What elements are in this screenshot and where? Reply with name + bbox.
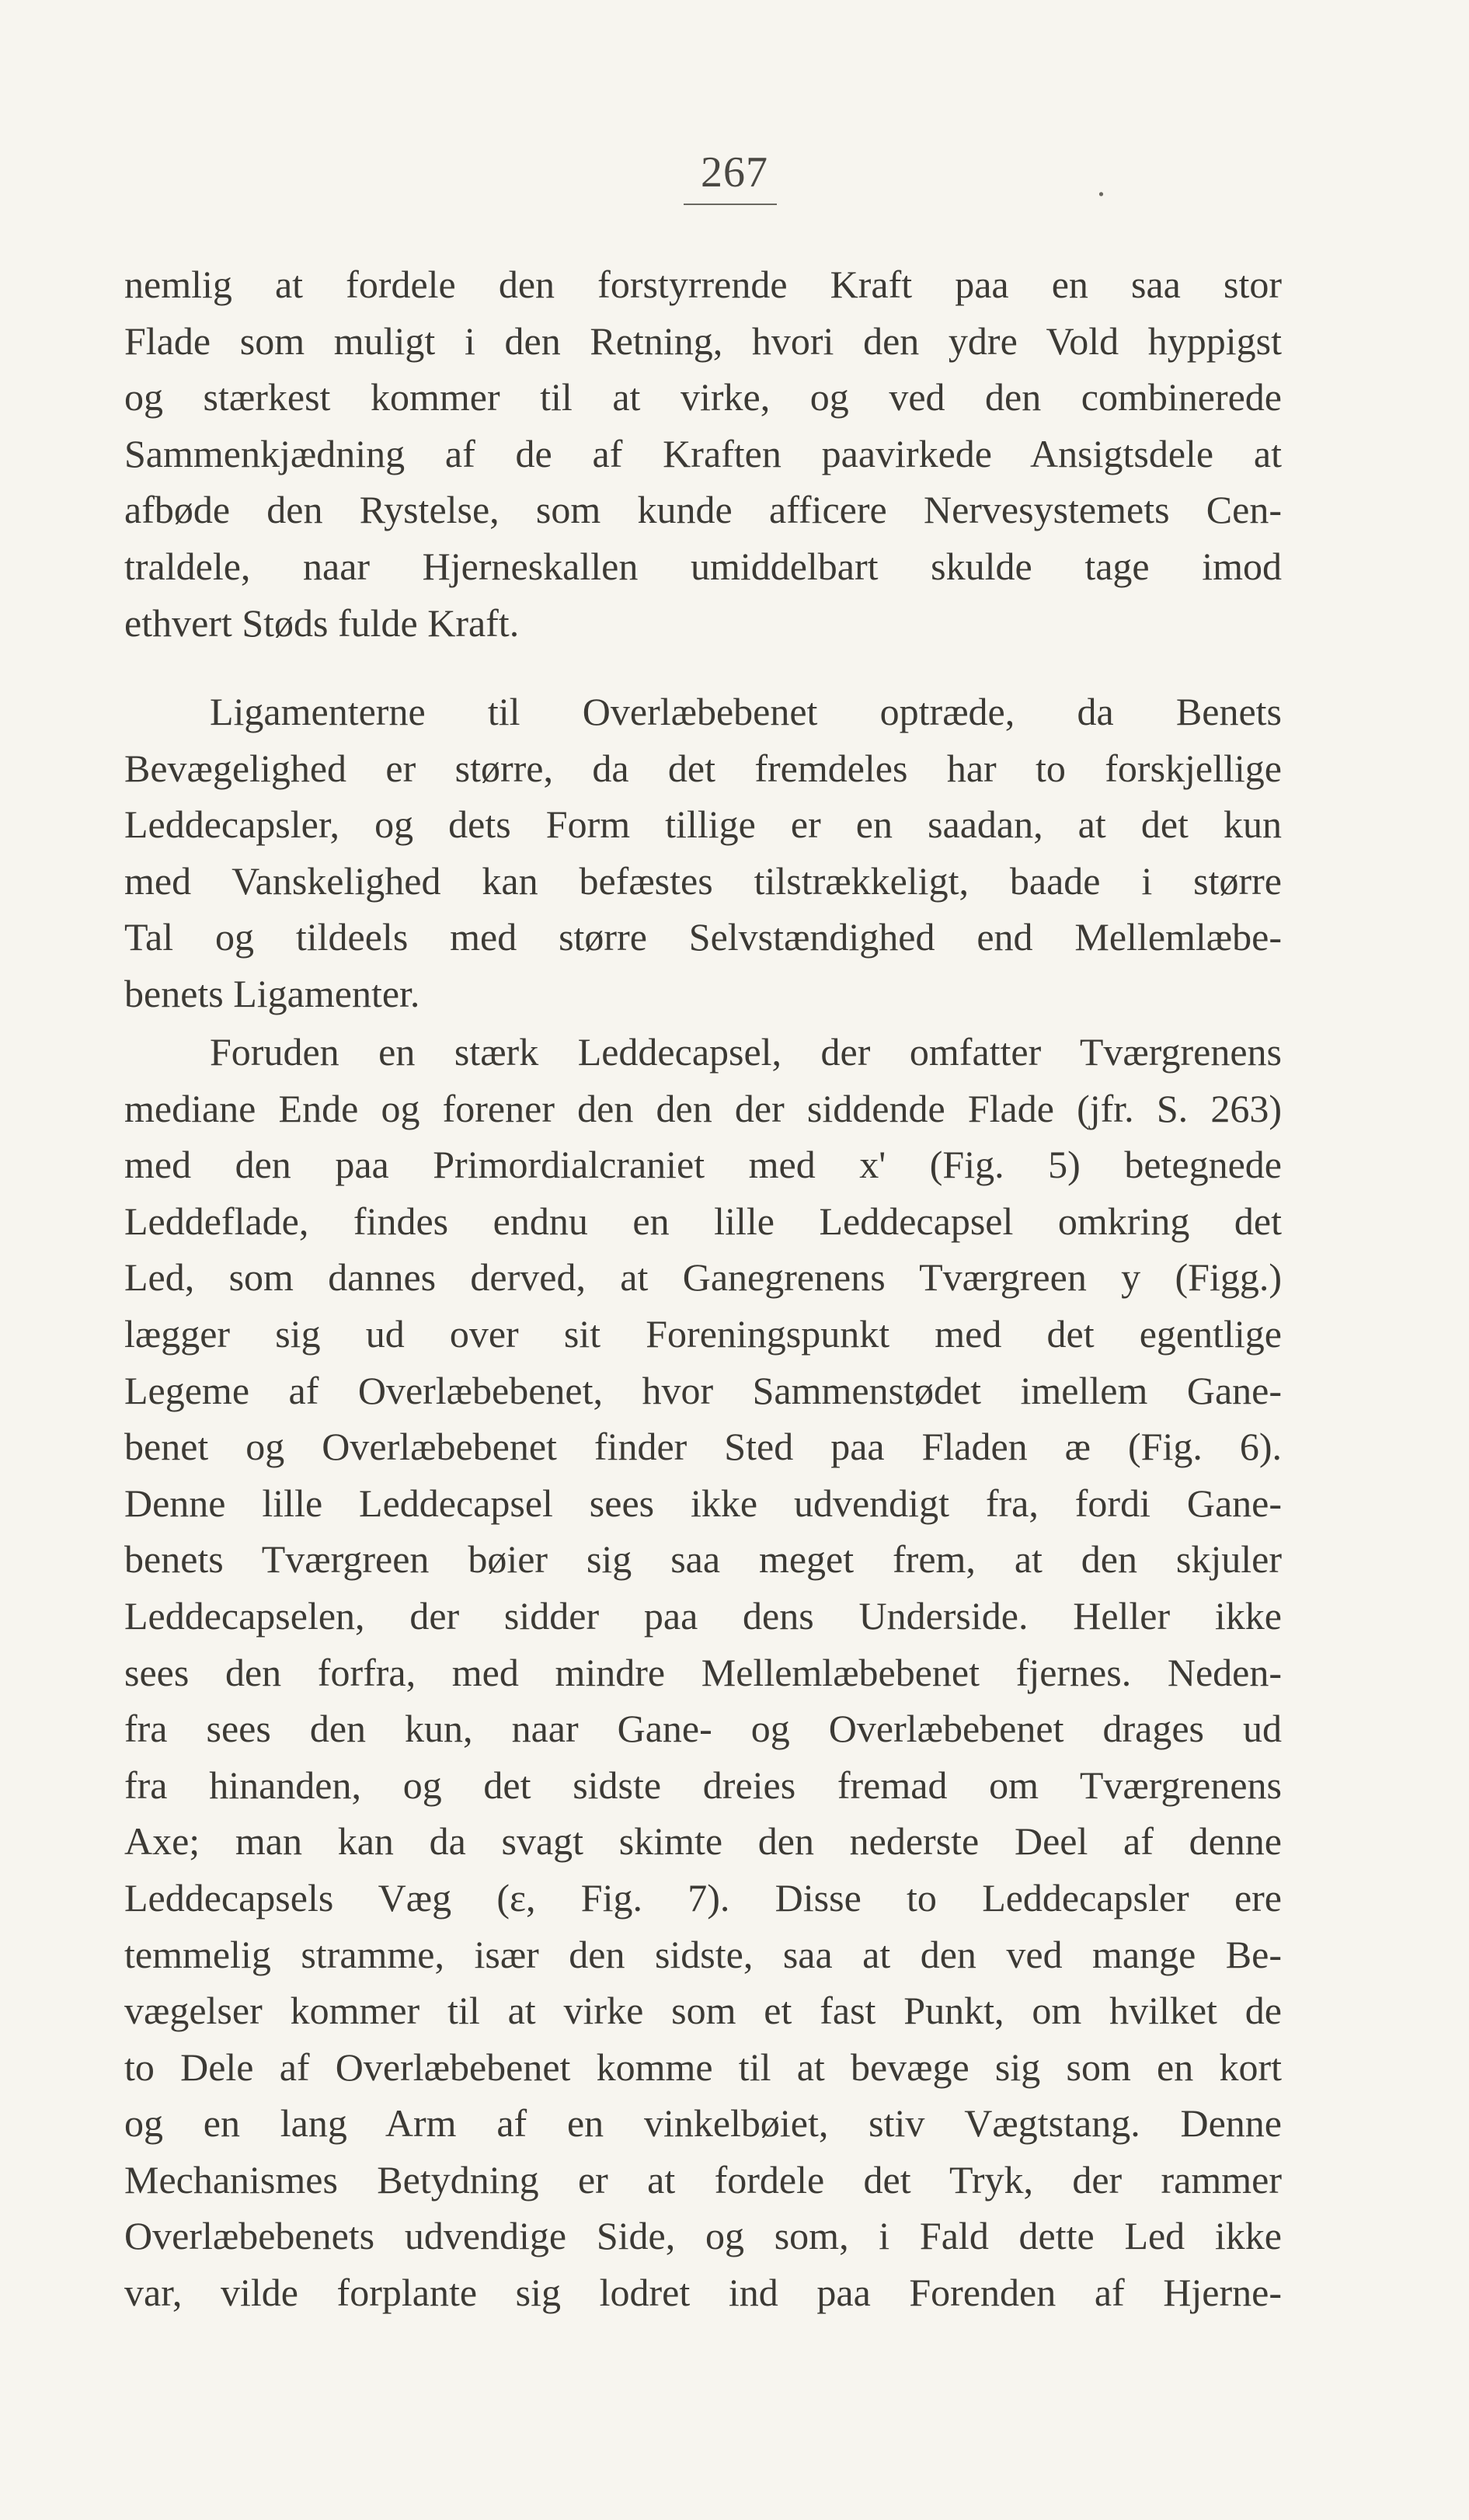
text-line: ethvert Støds fulde Kraft. [124,600,520,645]
text-line: Denne lille Leddecapsel sees ikke udvendigt fra, fordi Gane- [124,1481,1282,1525]
paragraph-3 [124,1024,1282,2321]
text-line: Leddeflade, findes endnu en lille Leddecapsel omkring det [124,1199,1282,1243]
text-line: vægelser kommer til at virke som et fast Punkt, om hvilket de [124,1989,1282,2033]
text-line: Foruden en stærk Leddecapsel, der omfatter Tværgrenens [210,1030,1282,1074]
text-line: afbøde den Rystelse, som kunde afficere Nervesystemets Cen- [124,488,1282,532]
text-line: med den paa Primordialcraniet med x' (Fig. 5) betegnede [124,1143,1282,1187]
text-line: Led, som dannes derved, at Ganegrenens Tværgreen y (Figg.) [124,1255,1282,1300]
page-number: 267 [701,148,768,197]
paragraph-1 [124,256,1282,651]
text-line: Bevægelighed er større, da det fremdeles har to forskjellige [124,746,1282,790]
text-line: Ligamenterne til Overlæbebenet optræde, da Benets [210,690,1282,733]
text-line: Sammenkjædning af de af Kraften paavirkede Ansigtsdele at [124,431,1282,475]
text-line: var, vilde forplante sig lodret ind paa Forenden af Hjerne- [124,2271,1282,2315]
paragraph-2 [124,684,1282,1022]
text-line: Mechanismes Betydning er at fordele det Tryk, der rammer [124,2157,1282,2202]
text-line: Leddecapselen, der sidder paa dens Underside. Heller ikke [124,1593,1282,1638]
text-line: Flade som muligt i den Retning, hvori den ydre Vold hyppigst [124,318,1282,363]
text-line: mediane Ende og forener den den der siddende Flade (jfr. S. 263) [124,1086,1282,1130]
text-line: benet og Overlæbebenet finder Sted paa Fladen æ (Fig. 6). [124,1425,1282,1469]
text-line: benets Tværgreen bøier sig saa meget frem, at den skjuler [124,1537,1282,1582]
text-line: lægger sig ud over sit Foreningspunkt med det egentlige [124,1311,1282,1356]
text-line: Axe; man kan da svagt skimte den nederste Deel af denne [124,1819,1282,1864]
text-line: sees den forfra, med mindre Mellemlæbebenet fjernes. Neden- [124,1650,1282,1694]
text-line: nemlig at fordele den forstyrrende Kraft paa en saa stor [124,263,1282,306]
text-line: fra hinanden, og det sidste dreies fremad om Tværgrenens [124,1763,1282,1807]
text-line: Leddecapsels Væg (ε, Fig. 7). Disse to Leddecapsler ere [124,1875,1282,1920]
text-line: Overlæbebenets udvendige Side, og som, i Fald dette Led ikke [124,2214,1282,2258]
text-line: temmelig stramme, især den sidste, saa at den ved mange Be- [124,1932,1282,1976]
text-line: Leddecapsler, og dets Form tillige er en saadan, at det kun [124,802,1282,847]
stray-mark: . [1097,165,1105,204]
text-line: med Vanskelighed kan befæstes tilstrækkeligt, baade i større [124,858,1282,903]
text-line: traldele, naar Hjerneskallen umiddelbart skulde tage imod [124,544,1282,588]
text-line: Tal og tildeels med større Selvstændighed end Mellemlæbe- [124,915,1282,959]
text-line: to Dele af Overlæbebenet komme til at bevæge sig som en kort [124,2045,1282,2089]
text-line: og stærkest kommer til at virke, og ved den combinerede [124,375,1282,419]
text-line: benets Ligamenter. [124,971,420,1015]
text-line: Legeme af Overlæbebenet, hvor Sammenstødet imellem Gane- [124,1368,1282,1412]
text-line: og en lang Arm af en vinkelbøiet, stiv Vægtstang. Denne [124,2101,1282,2146]
text-line: fra sees den kun, naar Gane- og Overlæbebenet drages ud [124,1707,1282,1751]
page-number-underline [684,204,777,205]
